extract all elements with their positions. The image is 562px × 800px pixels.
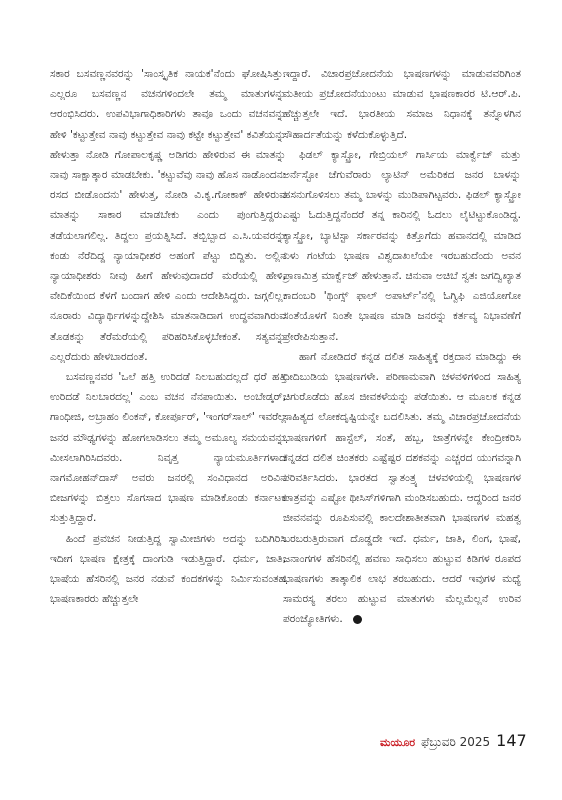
article-paragraph: ಸಕಾರ ಬಸವಣ್ಣನವರನ್ನು 'ಸಾಂಸ್ಕೃತಿಕ ನಾಯಕ'ನೆಂದು ಘೋಷಿಸಿತ್ತು. ಎಲ್ಲರೂ ಬಸವಣ್ಣನ ವಚನಗಳಿಂದಲೇ ತಮ್ಮ ಮಾತುಗಳನ್ನು ಆರಂಭಿಸಿದರು. ಉಪವಿಭಾಗಾಧಿಕಾರಿಗಳು ತಾವೂ ಒಂದು ವಚನವನ್ನು ಹೇಳಿ 'ಕಟ್ಟುತ್ತೇವ ನಾವು ಕಟ್ಟುತ್ತೇವ ನಾವು ಕಟ್ಟೇ ಕಟ್ಟುತ್ತೇವ' ಕವಿತೆಯನ್ನು ಹೇಳುತ್ತಾ ನೋಡಿ ಗೋಪಾಲಕೃಷ್ಣ ಅಡಿಗರು ಹೇಳಿರುವ ಈ ಮಾತನ್ನು ನಾವು ಸಾಕ್ಷಾತ್ಕಾರ ಮಾಡಬೇಕು. 'ಕಟ್ಟುವೆವು ನಾವು ಹೊಸ ನಾಡೊಂದನು ರಸದ ಬೀಡೊಂದನು' ಹೇಳುತ್ತ, ನೋಡಿ ವಿ.ಕೃ.ಗೋಕಾಕ್ ಹೇಳಿರುವ ಮಾತನ್ನು ಸಾಕಾರ ಮಾಡಬೇಕು ಎಂದು ಪುಂಗುತ್ತಿದ್ದರು. ತಡೆಯಲಾಗಲಿಲ್ಲ. ತಿದ್ದಲು ಪ್ರಯತ್ನಿಸಿದೆ. ತಬ್ಬಿಬ್ಬಾದ ಎ.ಸಿ.ಯವರನ್ನು ಕಂಡು ನೆರೆದಿದ್ದ ನ್ಯಾಯಾಧೀಶರ ಅಹಂಗೆ ಪೆಟ್ಟು ಬಿದ್ದಿತು. ಅಲ್ಲಿನ ನ್ಯಾಯಾಧೀಶರು ನೀವು ಹೀಗೆ ಹೇಳುವುದಾದರೆ ಮರೆಯಲ್ಲಿ ಹೇಳಿ, ವೇದಿಕೆಯಿಂದ ಕೆಳಗೆ ಬಂದಾಗ ಹೇಳಿ ಎಂದು ಆದೇಶಿಸಿದ್ದರು. ಜಗ್ಗಲಿಲ್ಲ. ನೂರಾರು ವಿದ್ಯಾರ್ಥಿಗಳನ್ನುದ್ದೇಶಿಸಿ ಮಾತನಾಡಿದಾಗ ಉದ್ಧವವಾಗಿರುವ ತೊಡಕನ್ನು ತೆರೆಮರೆಯಲ್ಲಿ ಪರಿಹರಿಸಿಕೊಳ್ಳಬೇಕಂತೆ. ಸತ್ಯವನ್ನು ಎಲ್ಲರೆದುರು ಹೇಳಬಾರದಂತೆ. xyxy=(50,68,286,363)
article-paragraph-text: ಹಾಗೆ ನೋಡಿದರೆ ಕನ್ನಡ ದಲಿತ ಸಾಹಿತ್ಯಕ್ಕೆ ರಕ್ತದಾನ ಮಾಡಿದ್ದು ಈ ದೀದಿಬುಡಿಯ ಭಾಷಣಗಳೇ. ಪರಿಣಾಮವಾಗಿ ಚಳವಳಿಗಳಿಂದ ಸಾಹಿತ್ಯ ಚಿಗುರೊಡೆದು ಹೊಸ ಜೀವಕಳೆಯನ್ನು ಪಡೆಯಿತು. ಆ ಮೂಲಕ ಕನ್ನಡ ಸಾಹಿತ್ಯದ ಲೋಕದೃಷ್ಟಿಯನ್ನೇ ಬದಲಿಸಿತು. ತಮ್ಮ ವಿಚಾರಪ್ರಚೋದನೆಯ ಭಾಷಣಗಳಿಗೆ ಹಾಸ್ಟೆಲ್, ಸಂತೆ, ಹಬ್ಬ, ಜಾತ್ರೆಗಳನ್ನೇ ಕೇಂದ್ರೀಕರಿಸಿ ಕನ್ನಡದ ದಲಿತ ಚಿಂತಕರು ಎಷ್ಟೆಷ್ಟರ ದಶಕವನ್ನು ಎಚ್ಚರದ ಯುಗವನ್ನಾಗಿ ಪರಿವರ್ತಿಸಿದರು. ಭಾರತದ ಸ್ವಾತಂತ್ರ್ಯ ಚಳವಳಿಯಲ್ಲಿ ಭಾಷಣಗಳ ಪಾತ್ರವನ್ನು ಎಷ್ಟೋ ಥೀಸಿಸ್‌ಗಳಿಗಾಗಿ ಮಂಡಿಸಬಹುದು. ಆದ್ದರಿಂದ ಜನರ ಜೀವನವನ್ನು ರೂಪಿಸುವಲ್ಲಿ ಕಾಲದೇಶಾತೀತವಾಗಿ ಭಾಷಣಗಳ ಮಹತ್ವ ಬರಬರುತ್ತಿರುವಾಗ ದೊಡ್ಡದೇ ಇದೆ. ಧರ್ಮ, ಜಾತಿ, ಲಿಂಗ, ಭಾಷೆ, ಜನಾಂಗಗಳ ಹೆಸರಿನಲ್ಲಿ ಹವಣು ಸಾಧಿಸಲು ಹುಟ್ಟುವ ಕಿಡಿಗಳ ರೂಪದ ಭಾಷಣಗಳು ತಾತ್ಕಾಲಿಕ ಲಾಭ ತರಬಹುದು. ಆದರೆ ಇವುಗಳ ಮಧ್ಯೆ ಸಾಮರಸ್ಯ ತರಲು ಹುಟ್ಟುವ ಮಾತುಗಳು ಮೆಲ್ಲಮೆಲ್ಲನೆ ಉರಿವ ಪರಂಜ್ಯೋತಿಗಳು. xyxy=(283,350,521,626)
page-number: 147 xyxy=(496,731,527,750)
article-paragraph: ಫಿಡಲ್ ಕ್ಯಾಸ್ಟ್ರೋ, ಗೇಬ್ರಿಯಲ್ ಗಾರ್ಸಿಯ ಮಾರ್ಕ್ವೆಜ್ ಮತ್ತು ಅರ್ನೆಸ್ಟೋ ಚೆಗುವೆರಾರು ಲ್ಯಾಟಿನ್ ಅಮೆರಿಕದ ಜನರ ಬಾಳನ್ನು ಹಸನುಗೊಳಿಸಲು ತಮ್ಮ ಬಾಳನ್ನು ಮುಡಿಪಾಗಿಟ್ಟವರು. ಫಿಡಲ್ ಕ್ಯಾಸ್ಟ್ರೋ ಎಷ್ಟು ಓದುತ್ತಿದ್ದನೆಂದರೆ ತನ್ನ ಕಾರಿನಲ್ಲಿ ಓದಲು ಲೈಟಿಟ್ಟುಕೊಂಡಿದ್ದ. ಕ್ಯಾಸ್ಟ್ರೋ, ಬ್ಯಾಟಿಸ್ಟಾ ಸರ್ಕಾರವನ್ನು ಕಿತ್ತೊಗೆದು ಹವಾನದಲ್ಲಿ ಮಾಡಿದ ಏಳು ಗಂಟೆಯ ಭಾಷಣ ವಿಶ್ವದಾಖಲೆಯೇ ಇರಬಹುದೆಂದು ಅವನ ಪ್ರಾಣಮಿತ್ರ ಮಾರ್ಕ್ವೆಜ್ ಹೇಳುತ್ತಾನೆ. ಚಿನುವಾ ಅಚಿಬೆ ಸ್ವತಃ ಜಗದ್ವಿಖ್ಯಾತ ಕಾದಂಬರಿ 'ಥಿಂಗ್ಸ್ ಫಾಲ್ ಅಪಾರ್ಟ್'ನಲ್ಲಿ ಓಗ್ವಿಫಿ ಎಜಿಯೋಗೋ ಸಂತೆಯೊಳಗೆ ನಿಂತೇ ಭಾಷಣ ಮಾಡಿ ಜನರನ್ನು ಕರ್ತವ್ಯ ನಿಭಾವಣೆಗೆ ಪ್ರೇರೇಪಿಸುತ್ತಾನೆ. xyxy=(283,148,521,343)
article-paragraph: ಇದ್ದಾರೆ. ವಿಚಾರಪ್ರಚೋದನೆಯ ಭಾಷಣಗಳನ್ನು ಮಾಡುವವರಿಗಿಂತ ಮತೀಯ ಪ್ರಚೋದನೆಯುಂಟು ಮಾಡುವ ಭಾಷಣಕಾರರ ಟಿ.ಆರ್.ಪಿ. ಹೆಚ್ಚುತ್ತಲೇ ಇದೆ. ಭಾರತೀಯ ಸಮಾಜ ನಿಧಾನಕ್ಕೆ ತನ್ನೊಳಗಿನ ಸೌಹಾರ್ದತೆಯನ್ನು ಕಳೆದುಕೊಳ್ಳುತ್ತಿದೆ. xyxy=(283,68,521,141)
issue-date: ಫೆಬ್ರುವರಿ 2025 xyxy=(421,735,491,749)
article-end-mark xyxy=(353,615,362,624)
article-column-right xyxy=(283,64,521,630)
article-paragraph: ಹಿಂದೆ ಪ್ರವಚನ ನೀಡುತ್ತಿದ್ದ ಸ್ವಾಮೀಜಿಗಳು ಅದನ್ನು ಬದಿಗಿರಿಸಿ ಇದೀಗ ಭಾಷಣ ಕ್ಷೇತ್ರಕ್ಕೆ ದಾಂಗುಡಿ ಇಡುತ್ತಿದ್ದಾರೆ. ಧರ್ಮ, ಜಾತಿ, ಭಾಷೆಯ ಹೆಸರಿನಲ್ಲಿ ಜನರ ನಡುವೆ ಕಂದಕಗಳನ್ನು ನಿರ್ಮಿಸುವಂತಹ ಭಾಷಣಕಾರರು ಹೆಚ್ಚುತ್ತಲೇ xyxy=(50,532,286,606)
page-footer xyxy=(380,731,527,753)
article-paragraph xyxy=(283,347,521,630)
article-paragraph: ಬಸವಣ್ಣನವರ 'ಒಲೆ ಹತ್ತಿ ಉರಿದಡೆ ನಿಲಬಹುದಲ್ಲದೆ ಧರೆ ಹತ್ತಿ ಉರಿದಡೆ ನಿಲಬಾರದಲ್ಲ' ಎಂಬ ವಚನ ನೆನಪಾಯಿತು. ಅಂಬೇಡ್ಕರ್, ಗಾಂಧೀಜಿ, ಅಬ್ರಾಹಂ ಲಿಂಕನ್, ಕೋರ್ಪೂರ್, 'ಇಂಗರ್‌ಸಾಲ್' ಇವರೆಲ್ಲ ಜನರ ಮೌಢ್ಯಗಳನ್ನು ಹೋಗಲಾಡಿಸಲು ತಮ್ಮ ಅಮೂಲ್ಯ ಸಮಯವನ್ನು ಮೀಸಲಾಗಿರಿಸಿದವರು. ನಿವೃತ್ತ ನ್ಯಾಯಮೂರ್ತಿಗಳಾದ ನಾಗಮೋಹನ್‌ದಾಸ್ ಅವರು ಜನರಲ್ಲಿ ಸಂವಿಧಾನದ ಅರಿವಿನ ಬೀಜಗಳನ್ನು ಬಿತ್ತಲು ಸೊಗಸಾದ ಭಾಷಣ ಮಾಡಿಕೊಂಡು ಕರ್ನಾಟಕ ಸುತ್ತುತ್ತಿದ್ದಾರೆ. xyxy=(50,371,286,525)
magazine-logo: ಮಯೂರ xyxy=(380,736,416,749)
article-column-left xyxy=(50,64,286,609)
